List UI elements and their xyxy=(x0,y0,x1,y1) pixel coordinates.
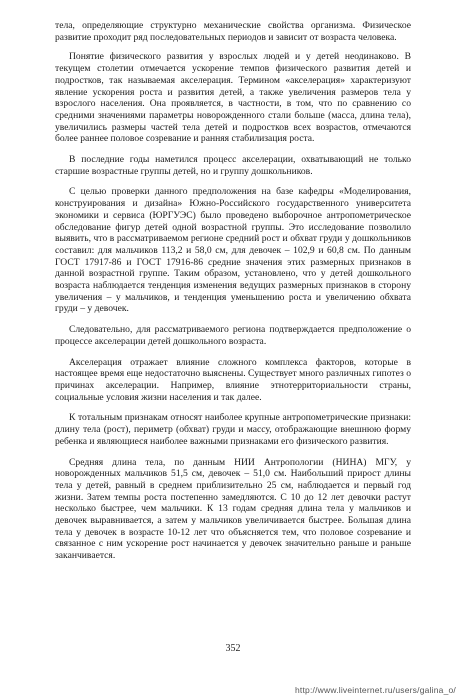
footer-url-watermark: http://www.liveinternet.ru/users/galina_o/ xyxy=(294,685,456,695)
paragraph-recent-years: В последние годы наметился процесс акселерации, охватывающий не только старшие возрастные группы детей, но и группу дошкольников. xyxy=(55,154,411,177)
paragraph-continuation: тела, определяющие структурно механические свойства организма. Физическое развитие проходит ряд последовательных периодов и зависит от возраста человека. xyxy=(55,20,411,43)
paragraph-total-features: К тотальным признакам относят наиболее крупные антропометрические признаки: длину тела (рост), периметр (обхват) груди и массу, отображающие внешнюю форму ребенка и являющиеся наиболее важными признаками его физического развития. xyxy=(55,412,411,447)
paragraph-average-length: Средняя длина тела, по данным НИИ Антропологии (НИНА) МГУ, у новорожденных мальчиков 51,5 см, девочек – 51,0 см. Наибольший прирост длины тела у детей, равный в среднем приблизительно 25 см, наблюдается и первый год жизни. Затем темпы роста постепенно замедляются. С 10 до 12 лет девочки растут несколько быстрее, чем мальчики. К 13 годам средняя длина тела у мальчиков и девочек выравнивается, а затем у мальчиков увеличивается быстрее. Большая длина тела у девочек в возрасте 10-12 лет что объясняется тем, что половое созревание и связанное с ним ускорение рост начинается у девочек значительно раньше и раньше заканчивается. xyxy=(55,456,411,562)
paragraph-acceleration-factors: Акселерация отражает влияние сложного комплекса факторов, которые в настоящее время еще недостаточно выяснены. Существует много различных гипотез о причинах акселерации. Например, влияние этнотерриториальности страны, социальные условия жизни населения и так далее. xyxy=(55,356,411,403)
page-number: 352 xyxy=(225,643,241,654)
paragraph-physical-development: Понятие физического развития у взрослых людей и у детей неодинаково. В текущем столетии отмечается ускорение темпов физического развития детей и подростков, так называемая акселерация. Термином «акселерация» характеризуют явление ускорения роста и развития детей, а также увеличения размеров тела у взрослого населения. Она проявляется, в частности, в том, что по сравнению со средними значениями параметры новорожденного стали больше (масса, длина тела), увеличились размеры частей тела детей и подростков всех возрастов, отмечаются более раннее половое созревание и ранняя стабилизация роста. xyxy=(55,51,411,145)
document-body xyxy=(55,20,411,571)
paragraph-survey: С целью проверки данного предположения на базе кафедры «Моделирования, конструирования и дизайна» Южно-Российского государственного университета экономики и сервиса (ЮРГУЭС) было проведено выборочное антропометрическое обследование фигур детей одной возрастной группы. Это исследование позволило выявить, что в рассматриваемом регионе средний рост и обхват груди у дошкольников составил: для мальчиков 113,2 и 58,0 см, для девочек – 102,9 и 60,8 см. По данным ГОСТ 17917-86 и ГОСТ 17916-86 средние значения этих размерных признаков в данной возрастной группе. Таким образом, установлено, что у детей дошкольного возраста наблюдается тенденция изменения ведущих размерных признаков в сторону увеличения – у мальчиков, и тенденция уменьшению роста и увеличению обхвата груди – у девочек. xyxy=(55,186,411,315)
paragraph-conclusion: Следовательно, для рассматриваемого региона подтверждается предположение о процессе акселерации детей дошкольного возраста. xyxy=(55,324,411,347)
